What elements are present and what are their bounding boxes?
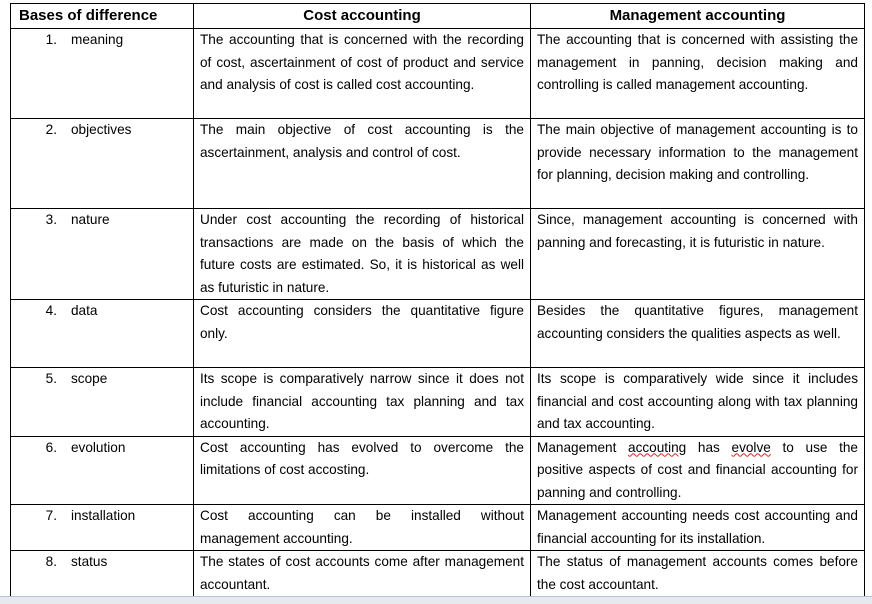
basis-cell — [11, 505, 194, 551]
management-accounting-cell: Since, management accounting is concerned with panning and forecasting, it is futuristic in nature. — [531, 209, 865, 300]
management-accounting-cell: The accounting that is concerned with assisting the management in panning, decision making and controlling is called management accounting. — [531, 29, 865, 119]
basis-cell — [11, 551, 194, 597]
header-basis: Bases of difference — [11, 4, 194, 29]
cost-accounting-cell: Its scope is comparatively narrow since it does not include financial accounting tax planning and tax accounting. — [194, 368, 531, 437]
management-accounting-cell: Management accounting needs cost accounting and financial accounting for its installation. — [531, 505, 865, 551]
basis-cell — [11, 119, 194, 209]
basis-cell — [11, 29, 194, 119]
basis-label: installation — [71, 508, 136, 523]
row-number: 1. — [45, 32, 57, 47]
text-run: to use the positive aspects of cost and financial accounting for panning and controlling. — [537, 439, 858, 500]
basis-cell — [11, 209, 194, 300]
header-row — [11, 4, 865, 29]
management-accounting-cell: The main objective of management accounting is to provide necessary information to the management for planning, decision making and controlling. — [531, 119, 865, 209]
basis-label: nature — [71, 212, 110, 227]
table-row — [11, 505, 865, 551]
row-number: 6. — [45, 439, 57, 455]
misspelled-word: evolve — [731, 439, 771, 455]
table-row — [11, 119, 865, 209]
basis-label: status — [71, 554, 108, 569]
cost-accounting-cell: The main objective of cost accounting is the ascertainment, analysis and control of cost. — [194, 119, 531, 209]
row-number: 4. — [45, 303, 57, 318]
basis-cell — [11, 368, 194, 437]
table-row — [11, 209, 865, 300]
management-accounting-cell — [531, 436, 865, 505]
table-row — [11, 300, 865, 368]
row-number: 8. — [45, 554, 57, 569]
cost-accounting-cell: Cost accounting considers the quantitative figure only. — [194, 300, 531, 368]
management-accounting-cell: The status of management accounts comes before the cost accountant. — [531, 551, 865, 597]
management-accounting-cell: Besides the quantitative figures, management accounting considers the qualities aspects as well. — [531, 300, 865, 368]
management-accounting-cell: Its scope is comparatively wide since it includes financial and cost accounting along with tax planning and tax accounting. — [531, 368, 865, 437]
basis-label: data — [71, 303, 98, 318]
cost-accounting-cell: Cost accounting has evolved to overcome the limitations of cost accosting. — [194, 436, 531, 505]
basis-label: scope — [71, 371, 108, 386]
cost-accounting-cell: Under cost accounting the recording of historical transactions are made on the basis of which the future costs are estimated. So, it is historical as well as futuristic in nature. — [194, 209, 531, 300]
basis-label: objectives — [71, 122, 132, 137]
basis-label: meaning — [71, 32, 124, 47]
basis-cell — [11, 436, 194, 505]
cost-accounting-cell: The states of cost accounts come after management accountant. — [194, 551, 531, 597]
cost-accounting-cell: The accounting that is concerned with the recording of cost, ascertainment of cost of product and service and analysis of cost is called cost accounting. — [194, 29, 531, 119]
comparison-table — [10, 3, 865, 597]
row-number: 5. — [45, 371, 57, 386]
header-management-accounting: Management accounting — [531, 4, 865, 29]
row-number: 2. — [45, 122, 57, 137]
cost-accounting-cell: Cost accounting can be installed without management accounting. — [194, 505, 531, 551]
table-row — [11, 368, 865, 437]
row-number: 3. — [45, 212, 57, 227]
table-row — [11, 29, 865, 119]
table-row — [11, 436, 865, 505]
text-run: Management — [537, 439, 629, 455]
header-cost-accounting: Cost accounting — [194, 4, 531, 29]
row-number: 7. — [45, 508, 57, 523]
basis-cell — [11, 300, 194, 368]
basis-label: evolution — [71, 439, 126, 455]
text-run: has — [686, 439, 732, 455]
table-row — [11, 551, 865, 597]
misspelled-word: accouting — [628, 439, 687, 455]
